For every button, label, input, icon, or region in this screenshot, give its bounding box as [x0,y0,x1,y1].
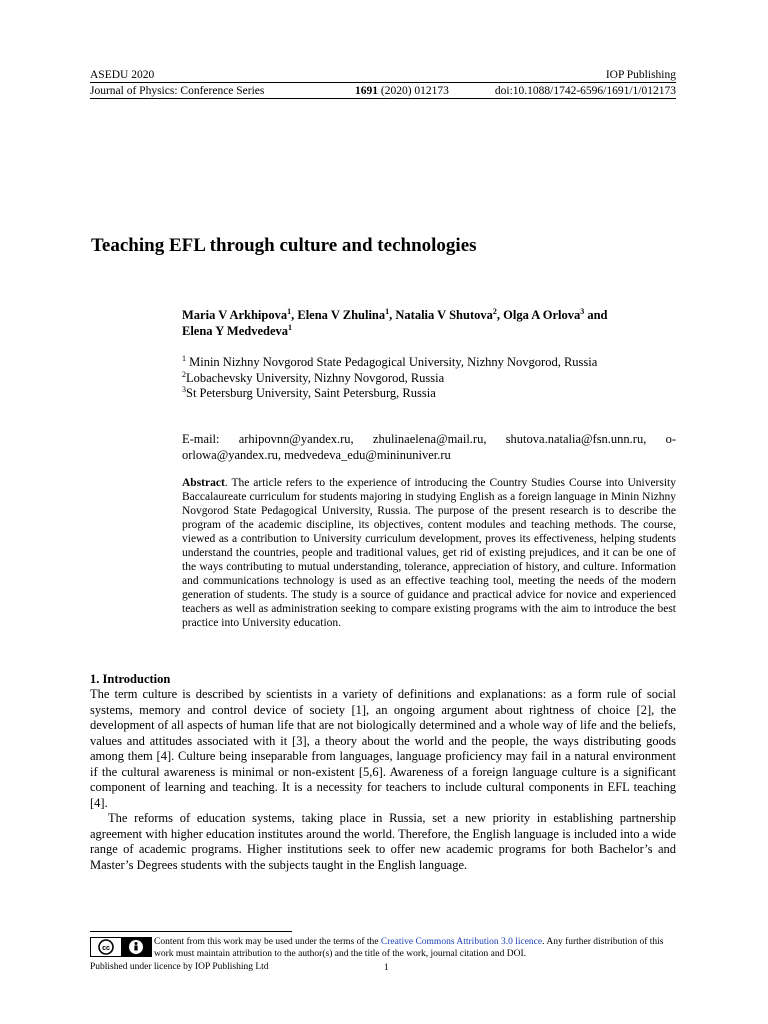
affiliation-text: Minin Nizhny Novgorod State Pedagogical University, Nizhny Novgorod, Russia [186,355,598,369]
affiliation-text: St Petersburg University, Saint Petersburg, Russia [186,386,436,400]
abstract [182,476,676,630]
author-separator: and [584,308,608,322]
affiliation-list [182,355,680,402]
abstract-label: Abstract [182,477,225,489]
affiliation [182,386,680,402]
section-body [90,687,676,873]
by-attribution-icon [121,938,151,956]
doi: doi:10.1088/1742-6596/1691/1/012173 [494,85,676,97]
section-heading: 1. Introduction [90,672,171,686]
email-list: E-mail: arhipovnn@yandex.ru, zhulinaelena@mail.ru, shutova.natalia@fsn.unn.ru, o-orlowa@yandex.ru, medvedeva_edu@mininuniver.ru [182,432,676,462]
license-link[interactable]: Creative Commons Attribution 3.0 licence [380,937,543,947]
publisher-name: IOP Publishing [605,69,676,81]
conference-name: ASEDU 2020 [90,69,155,81]
volume-info [355,84,449,98]
license-text-pre: Content from this work may be used under the terms of the [154,937,381,947]
affiliation-number: 3 [182,384,186,394]
author-affiliation-mark: 1 [288,322,293,332]
author-affiliation-mark: 1 [385,306,390,316]
cc-logo-icon [91,938,121,956]
author-separator: , [389,308,396,322]
author-list [182,308,680,339]
affiliation [182,355,680,371]
journal-name: Journal of Physics: Conference Series [90,85,265,97]
published-notice: Published under licence by IOP Publishing Ltd [90,962,269,972]
author-name: Natalia V Shutova [395,308,493,322]
affiliation-number: 1 [182,353,186,363]
paper-title: Teaching EFL through culture and technologies [91,235,477,256]
author-name: Olga A Orlova [503,308,581,322]
author-name: Maria V Arkhipova [182,308,288,322]
paragraph: The term culture is described by scientists in a variety of definitions and explanations: as a form rule of social systems, memory and control device of society [1], an ongoing argument about rightness of choice [2], the development of all aspects of human life that are not biologically determined and a whole way of life and the beliefs, values and attitudes associated with it [3], a theory about the world and the people, the ways distributing goods among them [4]. Culture being inseparable from languages, language proficiency may fail in a natural environment if the cultural awareness is minimal or non-existent [5,6]. Awareness of a foreign language culture is a significant component of learning and teaching. It is a necessity for teachers to include cultural components in EFL teaching [4]. [90,687,676,810]
affiliation-number: 2 [182,369,186,379]
header-rule-bottom [90,98,676,99]
cc-by-badge [90,937,152,957]
author-name: Elena Y Medvedeva [182,323,289,338]
author-affiliation-mark: 3 [580,306,585,316]
author-separator: , [496,308,504,322]
page-number: 1 [384,963,389,973]
volume-year-article: (2020) 012173 [378,85,449,97]
author-name: Elena V Zhulina [297,308,386,322]
license-text-post: . Any further distribution of this work must maintain attribution to the author(s) and the title of the work, journal citation and DOI. [154,937,664,959]
license-notice [154,937,676,960]
abstract-text: . The article refers to the experience of introducing the Country Studies Course into University Baccalaureate curriculum for students majoring in studying English as a foreign language in Minin Nizhny Novgorod State Pedagogical University, Russia. The purpose of the present research is to describe the program of the academic discipline, its objectives, content modules and teaching methods. The course, viewed as a contribution to University curriculum development, proves its effectiveness, helping students understand the countries, people and traditional values, get rid of existing prejudices, and it can be one of the ways contributing to mutual understanding, tolerance, appreciation of history, and culture. Information and communications technology is used as an effective teaching tool, meeting the needs of the modern generation of students. The study is a source of guidance and practical advice for novice and experienced teachers as well as administration seeking to compare existing programs with the aim to introduce the best practice into University education. [182,477,676,629]
author-separator: , [291,308,298,322]
footer-rule [90,931,292,932]
author-affiliation-mark: 1 [287,306,292,316]
volume-number: 1691 [355,85,378,97]
author-affiliation-mark: 2 [492,306,497,316]
svg-text:cc: cc [102,945,110,952]
paragraph: The reforms of education systems, taking place in Russia, set a new priority in establishing partnership agreement with higher education institutes around the world. Therefore, the English language is included into a wide range of academic programs. Higher institutions seek to offer new academic programs for both Bachelor’s and Master’s Degrees students with the subjects taught in the English language. [90,811,676,872]
affiliation [182,371,680,387]
header-rule-top [90,82,676,83]
affiliation-text: Lobachevsky University, Nizhny Novgorod, Russia [186,370,445,385]
